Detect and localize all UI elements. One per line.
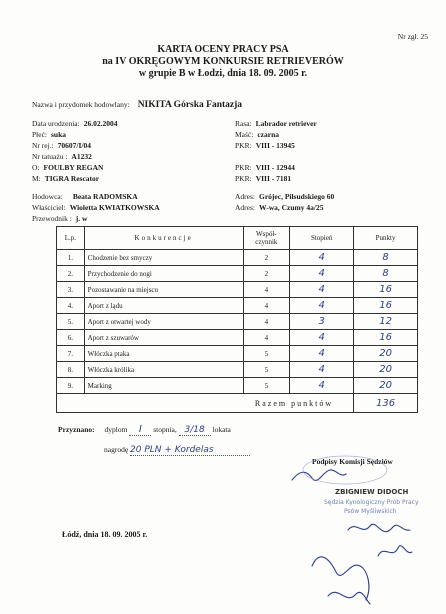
row-coefficient: 5	[243, 346, 290, 362]
row-coefficient: 5	[243, 362, 290, 378]
row-lp: 6.	[57, 330, 85, 346]
row-competition: Aport z szuwarów	[84, 330, 243, 346]
owner-value: Wioletta KWIATKOWSKA	[69, 203, 160, 212]
row-lp: 7.	[57, 346, 85, 362]
row-lp: 8.	[57, 362, 85, 378]
row-points: 20	[354, 346, 418, 362]
pkr-label: PKR:	[235, 141, 252, 150]
breeder-address-label: Adres:	[235, 192, 255, 201]
round-stamp-icon	[303, 456, 387, 484]
signature-5-icon	[378, 546, 412, 556]
row-competition: Przychodzenie do nogi	[84, 266, 243, 282]
judge-name: ZBIGNIEW DIDOCH	[335, 488, 409, 496]
signature-2-icon	[348, 524, 410, 531]
row-grade: 4	[290, 346, 354, 362]
mother-pkr-label: PKR:	[235, 174, 252, 183]
registration-number: Nr zgł. 25	[397, 32, 428, 41]
col-grade-header: Stopień	[290, 227, 354, 250]
judge-title-line2: Psów Myśliwskich	[344, 508, 397, 515]
diploma-label: dyplom	[104, 425, 128, 434]
prize-label: nagrodę	[104, 445, 129, 454]
mother-value: TIGRA Rescator	[44, 174, 100, 183]
row-coefficient: 4	[243, 330, 290, 346]
row-grade: 4	[290, 378, 354, 394]
dob-value: 26.02.2004	[83, 119, 118, 128]
owner-address-value: W-wa, Czumy 4a/25	[259, 203, 324, 212]
row-lp: 2.	[57, 266, 85, 282]
row-grade: 4	[290, 250, 354, 266]
breeder-address-value: Grójec, Piłsudskiego 60	[259, 192, 335, 201]
row-lp: 1.	[57, 250, 85, 266]
place-label: lokata	[212, 425, 231, 434]
row-points: 8	[354, 266, 418, 282]
col-competition-header: Konkurencje	[84, 227, 243, 250]
row-coefficient: 2	[243, 266, 290, 282]
breed-label: Rasa:	[235, 119, 252, 128]
owner-address-label: Adres:	[235, 203, 255, 212]
row-grade: 4	[290, 266, 354, 282]
row-coefficient: 4	[243, 298, 290, 314]
place-value: 3/18	[179, 425, 211, 436]
row-lp: 3.	[57, 282, 85, 298]
breeder-value: Beata RADOMSKA	[72, 192, 138, 201]
row-coefficient: 2	[243, 250, 290, 266]
judge-title-line1: Sędzia Kynologiczny Prób Pracy	[324, 499, 419, 506]
reg-label: Nr rej.:	[32, 141, 54, 150]
prize-value: 20 PLN + Kordelas	[130, 445, 250, 456]
row-competition: Chodzenie bez smyczy	[84, 250, 243, 266]
father-pkr-label: PKR:	[235, 163, 252, 172]
father-value: FOULBY REGAN	[43, 163, 104, 172]
row-competition: Aport z lądu	[84, 298, 243, 314]
signature-4-icon	[328, 592, 370, 604]
handler-value: j. w	[75, 214, 88, 223]
row-points: 20	[354, 362, 418, 378]
row-lp: 5.	[57, 314, 85, 330]
coef-header-line2: czynnik	[255, 238, 278, 246]
row-points: 16	[354, 282, 418, 298]
father-pkr-value: VIII - 12944	[255, 163, 295, 172]
handler-label: Przewodnik :	[32, 214, 72, 223]
mother-label: M:	[32, 174, 41, 183]
father-label: O:	[32, 163, 40, 172]
dog-name-value: NIKITA Górska Fantazja	[137, 100, 243, 110]
row-coefficient: 5	[243, 378, 290, 394]
tattoo-label: Nr tatuażu :	[32, 152, 68, 161]
row-competition: Aport z otwartej wody	[84, 314, 243, 330]
row-points: 20	[354, 378, 418, 394]
row-grade: 3	[290, 314, 354, 330]
total-label: Razem punktów	[57, 394, 354, 413]
breed-value: Labrador retriever	[255, 119, 317, 128]
row-coefficient: 4	[243, 282, 290, 298]
row-lp: 9.	[57, 378, 85, 394]
row-points: 16	[354, 298, 418, 314]
pkr-value: VIII - 13945	[255, 141, 295, 150]
signature-3-icon	[312, 557, 369, 600]
row-grade: 4	[290, 282, 354, 298]
row-competition: Pozostawanie na miejscu	[84, 282, 243, 298]
mother-pkr-value: VIII - 7181	[255, 174, 292, 183]
diploma-value: I	[129, 424, 151, 436]
col-points-header: Punkty	[354, 227, 418, 250]
row-competition: Włóczka ptaka	[84, 346, 243, 362]
footer-place-date: Łódź, dnia 18. 09. 2005 r.	[62, 530, 148, 539]
granted-label: Przyznano:	[58, 425, 95, 434]
sex-label: Płeć:	[32, 130, 47, 139]
signatures-heading: Podpisy Komisji Sędziów	[312, 457, 393, 466]
dob-label: Data urodzenia:	[32, 119, 80, 128]
reg-value: 70607/I/04	[57, 141, 92, 150]
row-grade: 4	[290, 330, 354, 346]
owner-label: Właściciel:	[32, 203, 66, 212]
row-grade: 4	[290, 362, 354, 378]
total-value: 136	[354, 394, 418, 413]
row-lp: 4.	[57, 298, 85, 314]
color-label: Maść:	[235, 130, 254, 139]
row-grade: 4	[290, 298, 354, 314]
dog-name-label: Nazwa i przydomek hodowlany:	[32, 100, 130, 109]
row-competition: Włóczka królika	[84, 362, 243, 378]
row-points: 16	[354, 330, 418, 346]
row-coefficient: 4	[243, 314, 290, 330]
tattoo-value: A1232	[71, 152, 92, 161]
breeder-label: Hodowca:	[32, 192, 63, 201]
row-competition: Marking	[84, 378, 243, 394]
degree-label: stopnia,	[153, 425, 177, 434]
row-points: 12	[354, 314, 418, 330]
group-date-title: w grupie B w Łodzi, dnia 18. 09. 2005 r.	[138, 68, 308, 79]
color-value: czarna	[257, 130, 280, 139]
coef-header-line1: Współ-	[256, 230, 277, 238]
signature-1-icon	[292, 470, 346, 481]
col-lp-header: L.p.	[57, 227, 85, 250]
card-title: KARTA OCENY PRACY PSA	[157, 44, 289, 55]
sex-value: suka	[51, 130, 67, 139]
row-points: 8	[354, 250, 418, 266]
competition-title: na IV OKRĘGOWYM KONKURSIE RETRIEVERÓW	[102, 56, 344, 67]
